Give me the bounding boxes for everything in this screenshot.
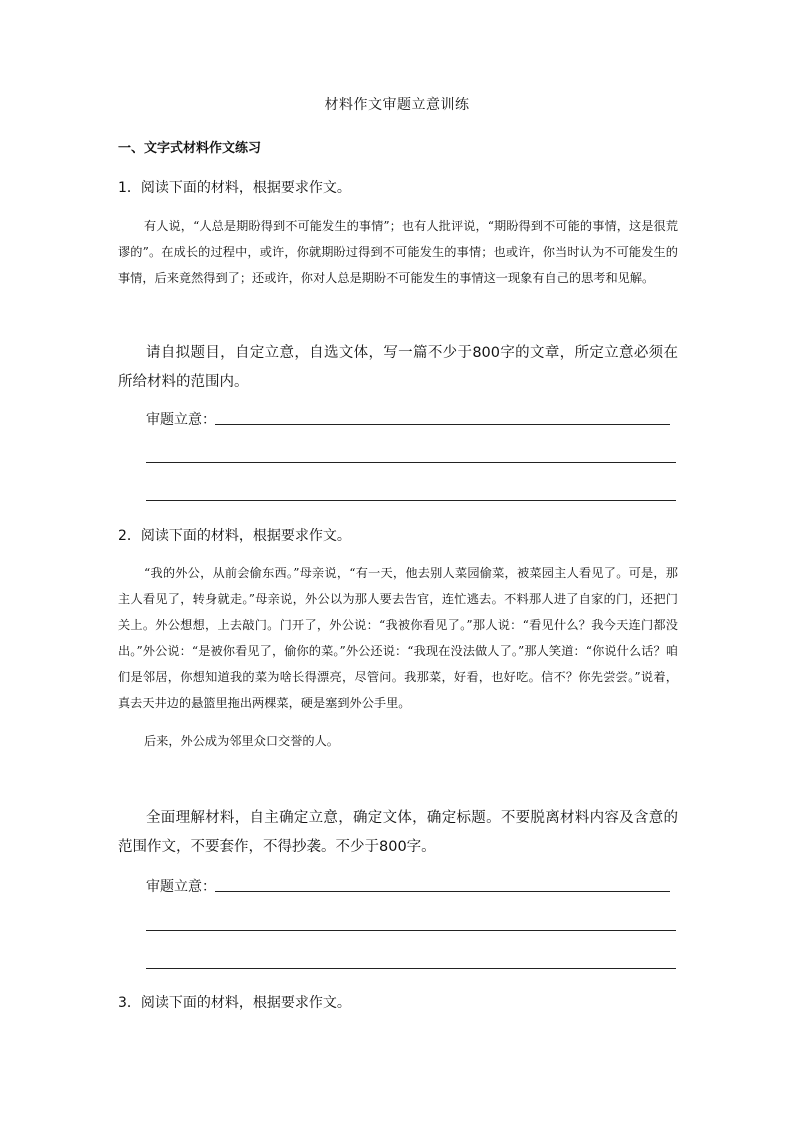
- question-2-material-paragraph: “我的外公，从前会偷东西。”母亲说，“有一天，他去别人菜园偷菜，被菜园主人看见了。可是，那主人看见了，转身就走。”母亲说，外公以为那人要去告官，连忙逃去。不料那人进了自家的门，还把门关上。外公想想，上去敲门。门开了，外公说：“我被你看见了。”那人说：“看见什么？我今天连门都没出。”外公说：“是被你看见了，偷你的菜。”外公还说：“我现在没法做人了。”那人笑道：“你说什么话？咱们是邻居，你想知道我的菜为啥长得漂亮，尽管问。我那菜，好看，也好吃。信不？你先尝尝。”说着，真去天井边的悬篮里拖出两棵菜，硬是塞到外公手里。: [118, 566, 678, 710]
- question-3-prompt: 3．阅读下面的材料，根据要求作文。: [118, 995, 351, 1011]
- question-2-answer-line-2[interactable]: [146, 930, 676, 931]
- question-1-material: [118, 213, 678, 291]
- question-2-answer-label: 审题立意：: [146, 879, 216, 895]
- question-1-material-paragraph: 有人说，“人总是期盼得到不可能发生的事情”；也有人批评说，“期盼得到不可能的事情，这是很荒谬的”。在成长的过程中，或许，你就期盼过得到不可能发生的事情；也或许，你当时认为不可能发生的事情，后来竟然得到了；还或许，你对人总是期盼不可能发生的事情这一现象有自己的思考和见解。: [118, 219, 678, 285]
- question-2-requirement: 全面理解材料，自主确定立意，确定文体，确定标题。不要脱离材料内容及含意的范围作文，不要套作，不得抄袭。不少于800字。: [118, 810, 678, 855]
- question-1-answer-line-1[interactable]: [215, 424, 670, 425]
- question-1-answer-line-3[interactable]: [146, 500, 676, 501]
- question-1-answer-line-2[interactable]: [146, 462, 676, 463]
- question-1-requirement: 请自拟题目，自定立意，自选文体，写一篇不少于800字的文章，所定立意必须在所给材料的范围内。: [118, 345, 678, 390]
- section-heading: 一、文字式材料作文练习: [118, 141, 262, 156]
- page-title: 材料作文审题立意训练: [324, 97, 470, 113]
- question-2-prompt: 2．阅读下面的材料，根据要求作文。: [118, 528, 351, 544]
- question-1-prompt: 1．阅读下面的材料，根据要求作文。: [118, 180, 351, 196]
- question-2-material: [118, 560, 678, 754]
- question-2-answer-line-3[interactable]: [146, 968, 676, 969]
- question-2-material-paragraph: 后来，外公成为邻里众口交誉的人。: [144, 734, 339, 748]
- question-2-answer-line-1[interactable]: [215, 891, 670, 892]
- question-1-answer-label: 审题立意：: [146, 412, 216, 428]
